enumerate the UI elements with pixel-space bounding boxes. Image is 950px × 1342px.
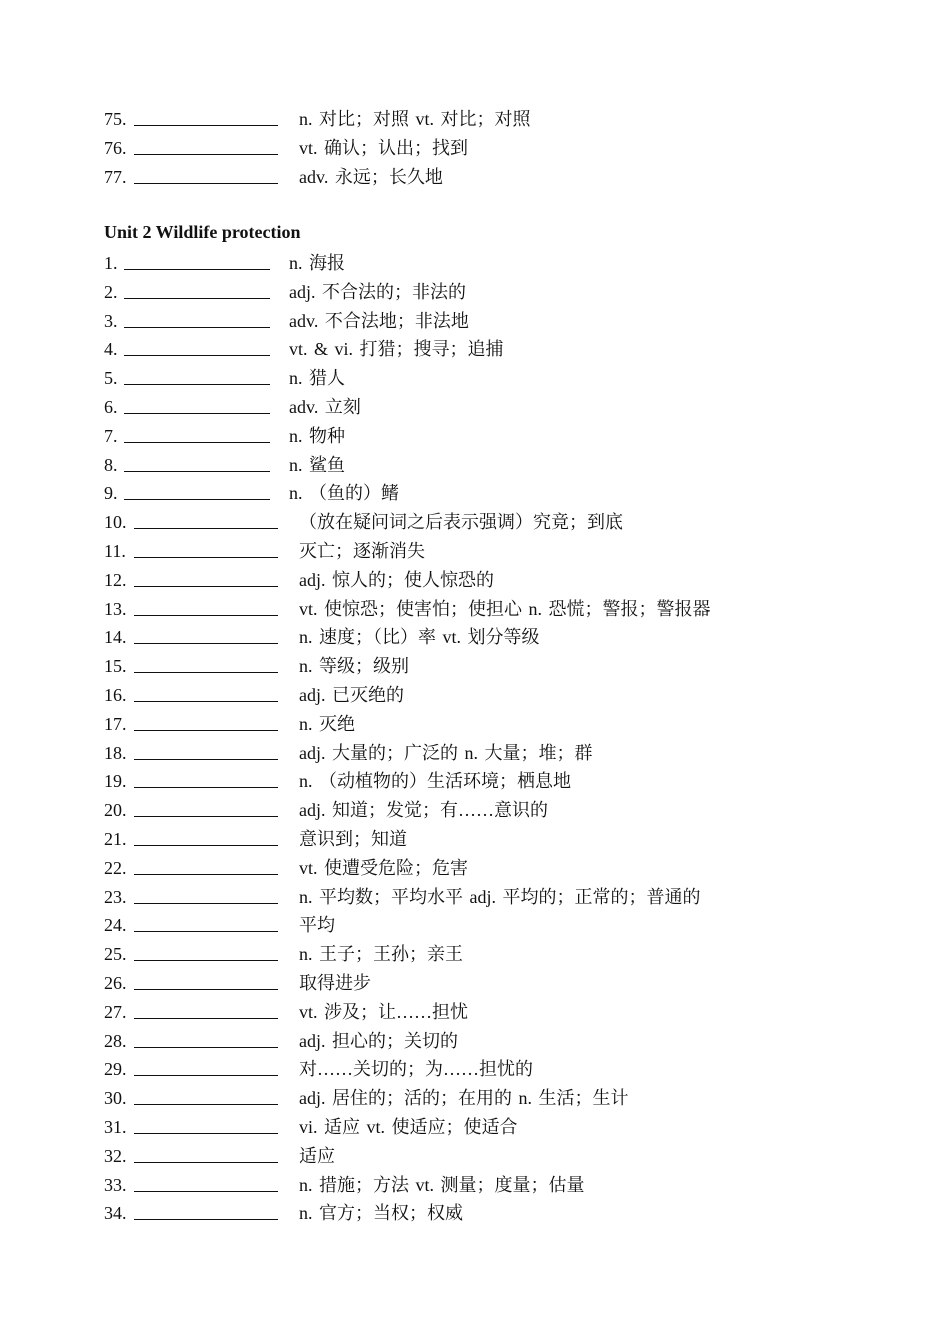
- definition-text: adj. 惊人的；使人惊恐的: [299, 569, 494, 590]
- item-number: 2.: [104, 281, 118, 302]
- answer-blank[interactable]: [134, 1075, 278, 1076]
- definition-text: n. 王子；王孙；亲王: [299, 944, 463, 965]
- definition-text: adj. 担心的；关切的: [299, 1030, 458, 1051]
- item-number: 8.: [104, 454, 118, 475]
- definition-text: 对……关切的；为……担忧的: [299, 1059, 533, 1080]
- vocab-item: [104, 393, 904, 422]
- definition-text: n. 措施；方法 vt. 测量；度量；估量: [299, 1174, 585, 1195]
- item-number: 17.: [104, 713, 127, 734]
- vocab-item: [104, 537, 904, 566]
- item-number: 15.: [104, 656, 127, 677]
- vocab-item: [104, 998, 904, 1027]
- item-number: 76.: [104, 137, 127, 158]
- definition-text: n. 猎人: [289, 368, 345, 389]
- vocab-item: [104, 508, 904, 537]
- item-number: 5.: [104, 368, 118, 389]
- vocab-item: [104, 883, 904, 912]
- item-number: 20.: [104, 800, 127, 821]
- unit-heading: Unit 2 Wildlife protection: [104, 222, 301, 242]
- vocab-item: [104, 623, 904, 652]
- answer-blank[interactable]: [134, 730, 278, 731]
- item-number: 12.: [104, 569, 127, 590]
- vocab-item: [104, 1113, 904, 1142]
- answer-blank[interactable]: [134, 615, 278, 616]
- definition-text: n. 鲨鱼: [289, 454, 345, 475]
- vocab-item: [104, 335, 904, 364]
- answer-blank[interactable]: [134, 845, 278, 846]
- item-number: 33.: [104, 1174, 127, 1195]
- vocab-item: [104, 479, 904, 508]
- item-number: 10.: [104, 512, 127, 533]
- answer-blank[interactable]: [134, 1047, 278, 1048]
- vocab-item: [104, 1084, 904, 1113]
- definition-text: 平均: [299, 915, 335, 936]
- answer-blank[interactable]: [134, 816, 278, 817]
- definition-text: adv. 立刻: [289, 396, 361, 417]
- item-number: 23.: [104, 886, 127, 907]
- answer-blank[interactable]: [134, 1219, 278, 1220]
- answer-blank[interactable]: [134, 787, 278, 788]
- vocab-item: [104, 796, 904, 825]
- answer-blank[interactable]: [134, 1162, 278, 1163]
- item-number: 13.: [104, 598, 127, 619]
- vocab-item: [104, 1142, 904, 1171]
- vocab-item: [104, 969, 904, 998]
- unit2-vocab-list: [104, 249, 904, 1228]
- answer-blank[interactable]: [134, 125, 278, 126]
- item-number: 19.: [104, 771, 127, 792]
- definition-text: n. 官方；当权；权威: [299, 1203, 463, 1224]
- vocab-item: [104, 825, 904, 854]
- answer-blank[interactable]: [134, 183, 278, 184]
- answer-blank[interactable]: [134, 672, 278, 673]
- answer-blank[interactable]: [124, 471, 270, 472]
- definition-text: n. （鱼的）鳍: [289, 483, 399, 504]
- definition-text: 灭亡；逐渐消失: [299, 540, 425, 561]
- item-number: 22.: [104, 857, 127, 878]
- vocab-item: [104, 767, 904, 796]
- definition-text: adj. 已灭绝的: [299, 684, 404, 705]
- item-number: 31.: [104, 1116, 127, 1137]
- item-number: 11.: [104, 540, 126, 561]
- answer-blank[interactable]: [134, 960, 278, 961]
- answer-blank[interactable]: [124, 384, 270, 385]
- definition-text: n. 灭绝: [299, 713, 355, 734]
- answer-blank[interactable]: [124, 442, 270, 443]
- answer-blank[interactable]: [134, 874, 278, 875]
- definition-text: adv. 不合法地；非法地: [289, 310, 469, 331]
- vocab-item: [104, 1171, 904, 1200]
- answer-blank[interactable]: [124, 355, 270, 356]
- definition-text: vt. 使惊恐；使害怕；使担心 n. 恐慌；警报；警报器: [299, 598, 711, 619]
- answer-blank[interactable]: [124, 499, 270, 500]
- vocab-item: [104, 710, 904, 739]
- item-number: 16.: [104, 684, 127, 705]
- definition-text: vi. 适应 vt. 使适应；使适合: [299, 1116, 518, 1137]
- item-number: 1.: [104, 253, 118, 273]
- answer-blank[interactable]: [134, 154, 278, 155]
- vocab-item: [104, 911, 904, 940]
- definition-text: adj. 知道；发觉；有……意识的: [299, 800, 548, 821]
- definition-text: n. 海报: [289, 253, 345, 273]
- answer-blank[interactable]: [124, 269, 270, 270]
- item-number: 4.: [104, 339, 118, 360]
- definition-text: n. 等级；级别: [299, 656, 409, 677]
- item-number: 9.: [104, 483, 118, 504]
- vocab-item: [104, 681, 904, 710]
- answer-blank[interactable]: [134, 557, 278, 558]
- definition-text: n. 对比；对照 vt. 对比；对照: [299, 109, 531, 129]
- vocab-item: [104, 163, 904, 192]
- definition-text: （放在疑问词之后表示强调）究竟；到底: [299, 512, 623, 533]
- definition-text: 意识到；知道: [299, 828, 407, 849]
- item-number: 14.: [104, 627, 127, 648]
- vocab-item: [104, 1199, 904, 1228]
- vocab-item: [104, 566, 904, 595]
- answer-blank[interactable]: [134, 1104, 278, 1105]
- definition-text: n. 平均数；平均水平 adj. 平均的；正常的；普通的: [299, 886, 701, 907]
- item-number: 29.: [104, 1059, 127, 1080]
- definition-text: 适应: [299, 1145, 335, 1166]
- definition-text: vt. 涉及；让……担忧: [299, 1001, 469, 1022]
- item-number: 25.: [104, 944, 127, 965]
- item-number: 18.: [104, 742, 127, 763]
- vocab-item: [104, 739, 904, 768]
- item-number: 24.: [104, 915, 127, 936]
- answer-blank[interactable]: [134, 931, 278, 932]
- definition-text: vt. & vi. 打猎；搜寻；追捕: [289, 339, 504, 360]
- definition-text: adj. 居住的；活的；在用的 n. 生活；生计: [299, 1088, 629, 1109]
- vocab-item: [104, 105, 904, 134]
- answer-blank[interactable]: [134, 903, 278, 904]
- item-number: 6.: [104, 396, 118, 417]
- answer-blank[interactable]: [134, 989, 278, 990]
- definition-text: vt. 使遭受危险；危害: [299, 857, 469, 878]
- answer-blank[interactable]: [134, 1133, 278, 1134]
- item-number: 3.: [104, 310, 118, 331]
- vocab-item: [104, 595, 904, 624]
- vocab-item: [104, 307, 904, 336]
- answer-blank[interactable]: [124, 298, 270, 299]
- vocab-item: [104, 652, 904, 681]
- answer-blank[interactable]: [124, 327, 270, 328]
- answer-blank[interactable]: [134, 586, 278, 587]
- definition-text: n. 物种: [289, 425, 345, 446]
- answer-blank[interactable]: [134, 759, 278, 760]
- item-number: 30.: [104, 1088, 127, 1109]
- definition-text: n. （动植物的）生活环境；栖息地: [299, 771, 571, 792]
- vocab-item: [104, 134, 904, 163]
- unit1-vocab-list-tail: [104, 105, 904, 191]
- item-number: 77.: [104, 166, 127, 187]
- definition-text: adj. 大量的；广泛的 n. 大量；堆；群: [299, 742, 593, 763]
- item-number: 7.: [104, 425, 118, 446]
- answer-blank[interactable]: [134, 1018, 278, 1019]
- vocab-item: [104, 1027, 904, 1056]
- definition-text: 取得进步: [299, 972, 371, 993]
- vocab-item: [104, 1055, 904, 1084]
- definition-text: adv. 永远；长久地: [299, 166, 443, 187]
- item-number: 75.: [104, 109, 127, 129]
- item-number: 26.: [104, 972, 127, 993]
- definition-text: n. 速度；（比）率 vt. 划分等级: [299, 627, 540, 648]
- vocab-item: [104, 422, 904, 451]
- answer-blank[interactable]: [124, 413, 270, 414]
- vocab-item: [104, 451, 904, 480]
- definition-text: adj. 不合法的；非法的: [289, 281, 466, 302]
- answer-blank[interactable]: [134, 528, 278, 529]
- vocab-item: [104, 249, 904, 278]
- item-number: 21.: [104, 828, 127, 849]
- answer-blank[interactable]: [134, 1191, 278, 1192]
- definition-text: vt. 确认；认出；找到: [299, 137, 469, 158]
- vocab-item: [104, 940, 904, 969]
- item-number: 32.: [104, 1145, 127, 1166]
- answer-blank[interactable]: [134, 643, 278, 644]
- item-number: 34.: [104, 1203, 127, 1224]
- vocab-item: [104, 278, 904, 307]
- item-number: 27.: [104, 1001, 127, 1022]
- item-number: 28.: [104, 1030, 127, 1051]
- vocab-item: [104, 364, 904, 393]
- answer-blank[interactable]: [134, 701, 278, 702]
- vocab-item: [104, 854, 904, 883]
